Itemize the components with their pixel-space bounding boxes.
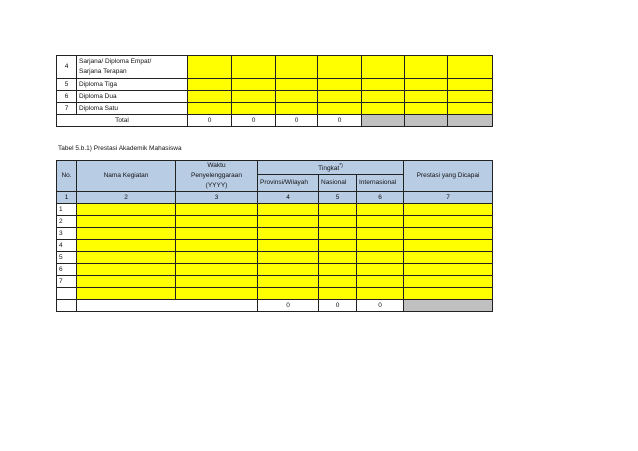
header-provinsi: Provinsi/Wilayah: [258, 175, 319, 192]
table-row: [57, 288, 493, 300]
input-cell[interactable]: [232, 103, 276, 115]
column-number: 5: [319, 192, 357, 204]
header-internasional: Internasional: [357, 175, 404, 192]
table-row: [57, 264, 493, 276]
input-cell[interactable]: [404, 228, 493, 240]
table-row: [57, 252, 493, 264]
row-label: Diploma Tiga: [77, 79, 188, 91]
column-number-row: [57, 192, 493, 204]
input-cell[interactable]: [405, 56, 448, 79]
row-number: 7: [57, 276, 77, 288]
total-empty-cell: [77, 300, 258, 312]
input-cell[interactable]: [176, 240, 258, 252]
input-cell[interactable]: [318, 103, 362, 115]
input-cell[interactable]: [318, 56, 362, 79]
input-cell[interactable]: [188, 91, 232, 103]
gray-cell: [405, 115, 448, 127]
row-label: Diploma Satu: [77, 103, 188, 115]
input-cell[interactable]: [404, 276, 493, 288]
row-number: 2: [57, 216, 77, 228]
table-row: [57, 204, 493, 216]
input-cell[interactable]: [405, 103, 448, 115]
input-cell[interactable]: [276, 79, 318, 91]
row-number: 3: [57, 228, 77, 240]
input-cell[interactable]: [405, 79, 448, 91]
input-cell[interactable]: [448, 103, 493, 115]
table-row: [57, 56, 493, 79]
input-cell[interactable]: [448, 91, 493, 103]
input-cell[interactable]: [404, 204, 493, 216]
input-cell[interactable]: [276, 56, 318, 79]
input-cell[interactable]: [362, 103, 405, 115]
input-cell[interactable]: [258, 264, 319, 276]
column-number: 1: [57, 192, 77, 204]
input-cell[interactable]: [362, 91, 405, 103]
input-cell[interactable]: [77, 264, 176, 276]
input-cell[interactable]: [176, 288, 258, 300]
row-label: [77, 56, 188, 79]
input-cell[interactable]: [404, 288, 493, 300]
input-cell[interactable]: [362, 79, 405, 91]
header-waktu: [176, 161, 258, 192]
row-label: Diploma Dua: [77, 91, 188, 103]
input-cell[interactable]: [319, 264, 357, 276]
row-number: 4: [57, 56, 77, 79]
input-cell[interactable]: [258, 204, 319, 216]
input-cell[interactable]: [176, 276, 258, 288]
header-tingkat: [258, 161, 404, 175]
header-row: [57, 161, 493, 175]
input-cell[interactable]: [362, 56, 405, 79]
input-cell[interactable]: [77, 204, 176, 216]
input-cell[interactable]: [357, 204, 404, 216]
total-value: 0: [319, 300, 357, 312]
header-tingkat-label: Tingkat: [318, 165, 340, 173]
input-cell[interactable]: [276, 103, 318, 115]
total-value: 0: [276, 115, 318, 127]
input-cell[interactable]: [319, 216, 357, 228]
input-cell[interactable]: [176, 264, 258, 276]
input-cell[interactable]: [258, 228, 319, 240]
input-cell[interactable]: [258, 216, 319, 228]
column-number: 2: [77, 192, 176, 204]
table-row: [57, 103, 493, 115]
input-cell[interactable]: [448, 79, 493, 91]
input-cell[interactable]: [357, 252, 404, 264]
column-number: 3: [176, 192, 258, 204]
input-cell[interactable]: [258, 288, 319, 300]
column-number: 6: [357, 192, 404, 204]
total-value: 0: [232, 115, 276, 127]
table-row: [57, 276, 493, 288]
column-number: 4: [258, 192, 319, 204]
input-cell[interactable]: [77, 288, 176, 300]
input-cell[interactable]: [232, 79, 276, 91]
input-cell[interactable]: [404, 264, 493, 276]
input-cell[interactable]: [357, 288, 404, 300]
header-no: No.: [57, 161, 77, 192]
total-value: 0: [357, 300, 404, 312]
input-cell[interactable]: [448, 56, 493, 79]
total-value: 0: [188, 115, 232, 127]
input-cell[interactable]: [188, 79, 232, 91]
input-cell[interactable]: [77, 252, 176, 264]
input-cell[interactable]: [357, 228, 404, 240]
input-cell[interactable]: [357, 264, 404, 276]
row-number: 5: [57, 252, 77, 264]
total-label: Total: [57, 115, 188, 127]
input-cell[interactable]: [319, 276, 357, 288]
input-cell[interactable]: [176, 228, 258, 240]
header-nasional: Nasional: [319, 175, 357, 192]
total-row: [57, 115, 493, 127]
table-caption: Tabel 5.b.1) Prestasi Akademik Mahasiswa: [58, 145, 182, 152]
input-cell[interactable]: [77, 216, 176, 228]
gray-cell: [448, 115, 493, 127]
input-cell[interactable]: [357, 276, 404, 288]
input-cell[interactable]: [232, 91, 276, 103]
row-label-line2: Sarjana Terapan: [79, 68, 127, 75]
total-row: [57, 300, 493, 312]
total-value: 0: [258, 300, 319, 312]
input-cell[interactable]: [404, 240, 493, 252]
input-cell[interactable]: [319, 240, 357, 252]
header-waktu-line2: Penyelenggaraan: [191, 172, 242, 180]
input-cell[interactable]: [188, 56, 232, 79]
row-number: 6: [57, 91, 77, 103]
input-cell[interactable]: [77, 228, 176, 240]
input-cell[interactable]: [319, 204, 357, 216]
table-row: [57, 79, 493, 91]
table-row: [57, 228, 493, 240]
gray-cell: [404, 300, 493, 312]
total-value: 0: [318, 115, 362, 127]
input-cell[interactable]: [258, 240, 319, 252]
input-cell[interactable]: [188, 103, 232, 115]
total-empty-cell: [57, 300, 77, 312]
input-cell[interactable]: [176, 216, 258, 228]
input-cell[interactable]: [77, 276, 176, 288]
row-number: 5: [57, 79, 77, 91]
column-number: 7: [404, 192, 493, 204]
header-waktu-line1: Waktu: [207, 162, 226, 170]
input-cell[interactable]: [258, 252, 319, 264]
input-cell[interactable]: [176, 252, 258, 264]
header-nama-kegiatan: Nama Kegiatan: [77, 161, 176, 192]
input-cell[interactable]: [258, 276, 319, 288]
row-number-empty: [57, 288, 77, 300]
input-cell[interactable]: [276, 91, 318, 103]
header-tingkat-sup: *): [339, 163, 343, 169]
input-cell[interactable]: [357, 240, 404, 252]
table-lulusan: [56, 55, 493, 127]
input-cell[interactable]: [404, 216, 493, 228]
header-prestasi: Prestasi yang Dicapai: [404, 161, 493, 192]
row-number: 1: [57, 204, 77, 216]
input-cell[interactable]: [176, 204, 258, 216]
input-cell[interactable]: [404, 252, 493, 264]
row-number: 7: [57, 103, 77, 115]
input-cell[interactable]: [405, 91, 448, 103]
input-cell[interactable]: [232, 56, 276, 79]
gray-cell: [362, 115, 405, 127]
table-row: [57, 216, 493, 228]
input-cell[interactable]: [77, 240, 176, 252]
row-label-line1: Sarjana/ Diploma Empat/: [79, 58, 152, 65]
header-waktu-line3: (YYYY): [205, 182, 228, 190]
row-number: 6: [57, 264, 77, 276]
input-cell[interactable]: [319, 288, 357, 300]
table-row: [57, 240, 493, 252]
table-row: [57, 91, 493, 103]
input-cell[interactable]: [319, 228, 357, 240]
input-cell[interactable]: [318, 79, 362, 91]
table-prestasi-akademik: [56, 160, 493, 312]
input-cell[interactable]: [318, 91, 362, 103]
row-number: 4: [57, 240, 77, 252]
input-cell[interactable]: [357, 216, 404, 228]
input-cell[interactable]: [319, 252, 357, 264]
